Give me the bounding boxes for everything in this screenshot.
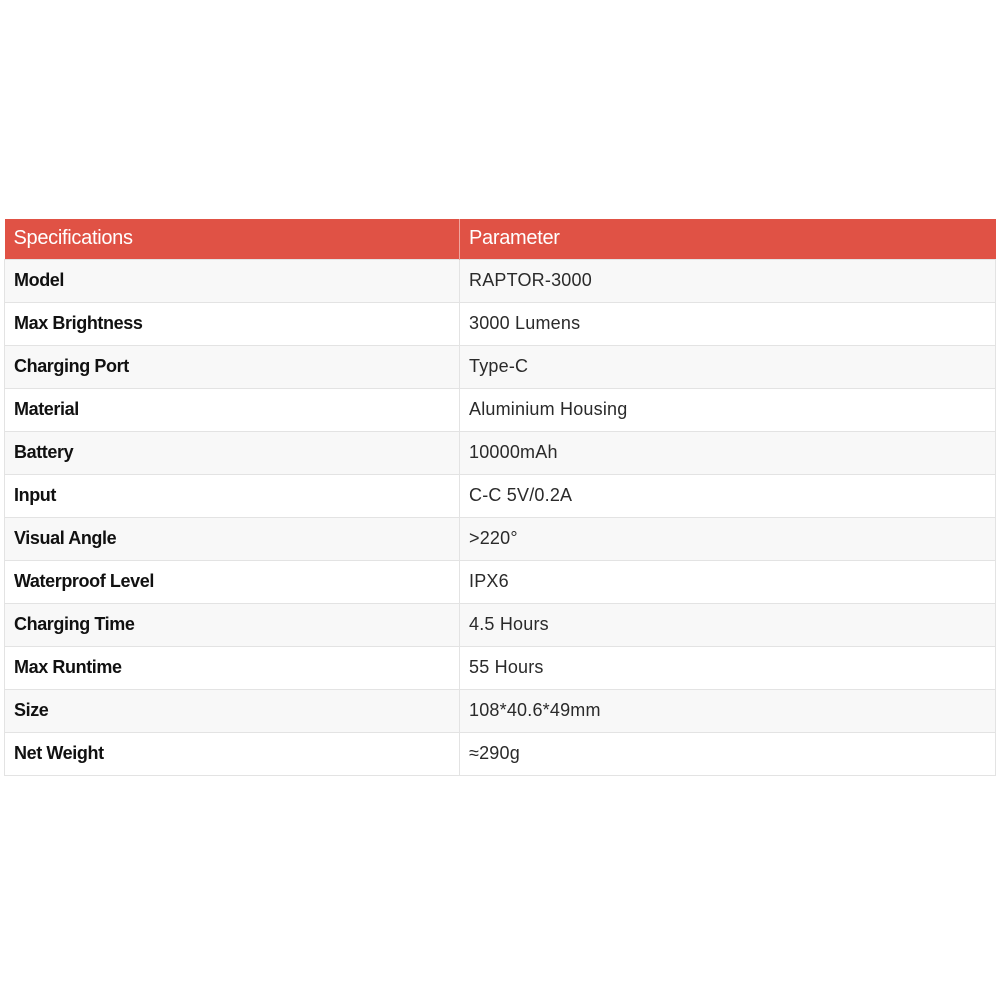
table-row [5, 388, 996, 431]
spec-value: Type-C [460, 345, 996, 388]
spec-value: 3000 Lumens [460, 302, 996, 345]
table-row [5, 517, 996, 560]
spec-name: Net Weight [5, 732, 460, 775]
table-row [5, 689, 996, 732]
table-row [5, 732, 996, 775]
spec-table [4, 219, 996, 776]
header-row [5, 219, 996, 259]
table-row [5, 345, 996, 388]
spec-table-container [4, 219, 995, 776]
table-row [5, 259, 996, 302]
spec-value: C-C 5V/0.2A [460, 474, 996, 517]
spec-name: Model [5, 259, 460, 302]
spec-name: Charging Port [5, 345, 460, 388]
header-parameter: Parameter [460, 219, 996, 259]
table-row [5, 474, 996, 517]
spec-name: Material [5, 388, 460, 431]
spec-name: Max Brightness [5, 302, 460, 345]
spec-name: Visual Angle [5, 517, 460, 560]
spec-table-body [5, 259, 996, 775]
spec-name: Max Runtime [5, 646, 460, 689]
spec-name: Waterproof Level [5, 560, 460, 603]
table-row [5, 603, 996, 646]
spec-value: 55 Hours [460, 646, 996, 689]
spec-name: Battery [5, 431, 460, 474]
spec-value: 108*40.6*49mm [460, 689, 996, 732]
spec-name: Input [5, 474, 460, 517]
spec-name: Size [5, 689, 460, 732]
table-row [5, 431, 996, 474]
spec-value: ≈290g [460, 732, 996, 775]
table-row [5, 302, 996, 345]
spec-value: RAPTOR-3000 [460, 259, 996, 302]
spec-name: Charging Time [5, 603, 460, 646]
spec-value: >220° [460, 517, 996, 560]
table-row [5, 646, 996, 689]
header-specifications: Specifications [5, 219, 460, 259]
spec-value: 4.5 Hours [460, 603, 996, 646]
table-row [5, 560, 996, 603]
spec-value: Aluminium Housing [460, 388, 996, 431]
spec-value: 10000mAh [460, 431, 996, 474]
spec-table-header [5, 219, 996, 259]
spec-value: IPX6 [460, 560, 996, 603]
